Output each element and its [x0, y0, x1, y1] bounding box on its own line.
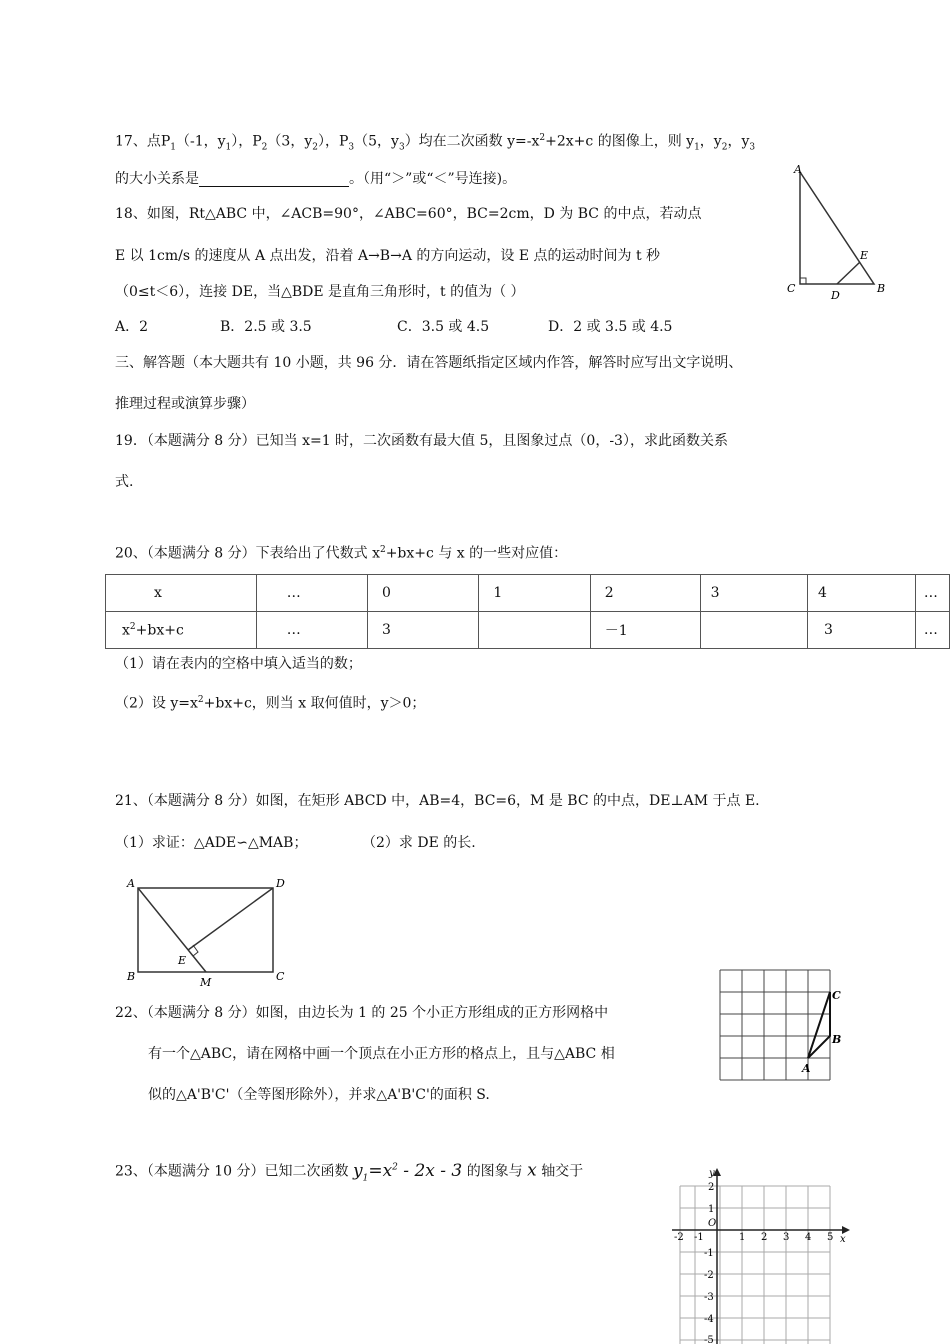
table-cell: x: [106, 575, 257, 612]
label-b: B: [877, 282, 886, 295]
table-row: [106, 612, 950, 649]
segment-de: [837, 262, 860, 284]
x-tick: 5: [827, 1232, 834, 1243]
table-cell: 3: [808, 612, 916, 649]
x-tick: 1: [739, 1232, 746, 1243]
triangle-abc: [808, 992, 830, 1058]
label-d: D: [831, 289, 840, 302]
q19-line1: 19．（本题满分 8 分）已知当 x=1 时，二次函数有最大值 5，且图象过点（0，-3），求此函数关系: [115, 433, 728, 449]
right-angle-mark: [800, 278, 806, 284]
origin-label: O: [708, 1218, 717, 1229]
label-b: B: [832, 1033, 842, 1046]
table-cell-empty[interactable]: [700, 612, 807, 649]
q18-option-d: D．2 或 3.5 或 4.5: [548, 319, 673, 335]
y-tick: 2: [708, 1182, 715, 1193]
grid-lines: [680, 1186, 830, 1344]
right-angle-mark: [193, 945, 198, 956]
q18-option-c: C．3.5 或 4.5: [397, 319, 490, 335]
q19-line2: 式.: [115, 474, 134, 490]
x-tick: 4: [805, 1232, 812, 1243]
q18-line1: 18、如图，Rt△ABC 中，∠ACB=90°，∠ABC=60°，BC=2cm，D 为 BC 的中点，若动点: [115, 206, 702, 222]
label-a: A: [127, 877, 135, 890]
quadratic-formula: $y_1=x^2 - 2x - 3$: [352, 1160, 463, 1184]
x-tick-labels: [674, 1232, 833, 1243]
table-cell: 3: [367, 612, 478, 649]
q23-coordinate-grid: [672, 1166, 852, 1344]
table-row-header: $x^2+bx+c$: [106, 612, 257, 649]
q21-line1: 21、（本题满分 8 分）如图，在矩形 ABCD 中，AB=4，BC=6，M 是 BC 的中点，DE⊥AM 于点 E.: [115, 793, 760, 809]
q18-line3: （0≤t＜6），连接 DE，当△BDE 是直角三角形时，t 的值为（ ）: [115, 284, 525, 300]
q17-line2: 的大小关系是 。（用“＞”或“＜”号连接)。: [115, 171, 517, 187]
label-c: C: [787, 282, 796, 295]
y-tick: -5: [704, 1335, 714, 1344]
label-c: C: [832, 989, 841, 1002]
x-axis-label: x: [840, 1234, 846, 1245]
q23-line1: 23、（本题满分 10 分）已知二次函数 $y_1=x^2 - 2x - 3$ 的图象与 x 轴交于: [115, 1160, 584, 1184]
q22-line1: 22、（本题满分 8 分）如图，由边长为 1 的 25 个小正方形组成的正方形网格中: [115, 1005, 609, 1021]
x-tick: 2: [761, 1232, 768, 1243]
y-tick: -2: [704, 1270, 714, 1281]
q20-part2: （2）设 $y=x^2+bx+c$，则当 x 取何值时，y＞0；: [115, 695, 426, 712]
x-tick: -1: [694, 1232, 704, 1243]
rectangle-abcd: [138, 888, 273, 972]
table-cell: …: [256, 575, 367, 612]
table-cell: …: [915, 612, 949, 649]
q22-grid-figure: [716, 966, 848, 1086]
label-b: B: [127, 970, 136, 983]
q18-option-b: B．2.5 或 3.5: [220, 319, 312, 335]
y-axis-label: y: [709, 1168, 715, 1179]
q17-line1: 17、点$P_1(-1$，$y_1$），$P_2(3$，$y_2$），$P_3(5$，$y_3$）均在二次函数 $y=-x^2+2x+c$ 的图像上，则 $y_1$，$y_2$，$y_3$: [115, 133, 756, 153]
y-tick: 1: [708, 1204, 715, 1215]
table-row: [106, 575, 950, 612]
x-tick: -2: [674, 1232, 684, 1243]
answer-blank: [199, 172, 349, 187]
y-tick: -4: [704, 1314, 714, 1325]
table-cell: 1: [479, 575, 590, 612]
q22-line3: 似的△A'B'C'（全等图形除外），并求△A'B'C'的面积 S.: [148, 1087, 490, 1103]
x-axis-arrow: [842, 1226, 850, 1234]
table-cell: 2: [590, 575, 700, 612]
table-cell: …: [256, 612, 367, 649]
value-table: [105, 574, 950, 649]
square-grid: [720, 970, 830, 1080]
triangle-abc: [800, 172, 874, 284]
table-cell: 0: [367, 575, 478, 612]
q20-intro: 20、（本题满分 8 分）下表给出了代数式 $x^2+bx+c$ 与 x 的一些对应值：: [115, 545, 568, 562]
y-tick-labels: [704, 1182, 717, 1344]
y-tick: -3: [704, 1292, 714, 1303]
q18-line2: E 以 1cm/s 的速度从 A 点出发，沿着 A→B→A 的方向运动，设 E 点的运动时间为 t 秒: [115, 248, 661, 264]
q22-line2: 有一个△ABC，请在网格中画一个顶点在小正方形的格点上，且与△ABC 相: [148, 1046, 615, 1062]
y-tick: -1: [704, 1248, 714, 1259]
table-cell: 3: [700, 575, 807, 612]
q21-part1: （1）求证：△ADE∽△MAB；: [115, 835, 308, 851]
label-d: D: [276, 877, 285, 890]
label-m: M: [200, 976, 212, 989]
q21-part2: （2）求 DE 的长.: [362, 835, 476, 851]
table-cell-empty[interactable]: [479, 612, 590, 649]
q18-option-a: A．2: [115, 319, 149, 335]
table-cell: 4: [808, 575, 916, 612]
x-tick: 3: [783, 1232, 790, 1243]
segment-de: [188, 888, 273, 950]
q21-rectangle-figure: [122, 872, 292, 992]
table-cell: …: [915, 575, 949, 612]
label-e: E: [178, 954, 187, 967]
segment-am: [138, 888, 206, 972]
section3-heading-cont: 推理过程或演算步骤）: [115, 396, 255, 412]
q20-part1: （1）请在表内的空格中填入适当的数；: [115, 656, 362, 672]
q18-triangle-figure: [782, 158, 892, 303]
label-a: A: [802, 1062, 811, 1075]
section3-heading: 三、解答题（本大题共有 10 小题，共 96 分．请在答题纸指定区域内作答，解答时应写出文字说明、: [115, 355, 743, 371]
label-c: C: [276, 970, 285, 983]
table-cell: －1: [590, 612, 700, 649]
label-a: A: [794, 163, 802, 176]
label-e: E: [860, 249, 869, 262]
